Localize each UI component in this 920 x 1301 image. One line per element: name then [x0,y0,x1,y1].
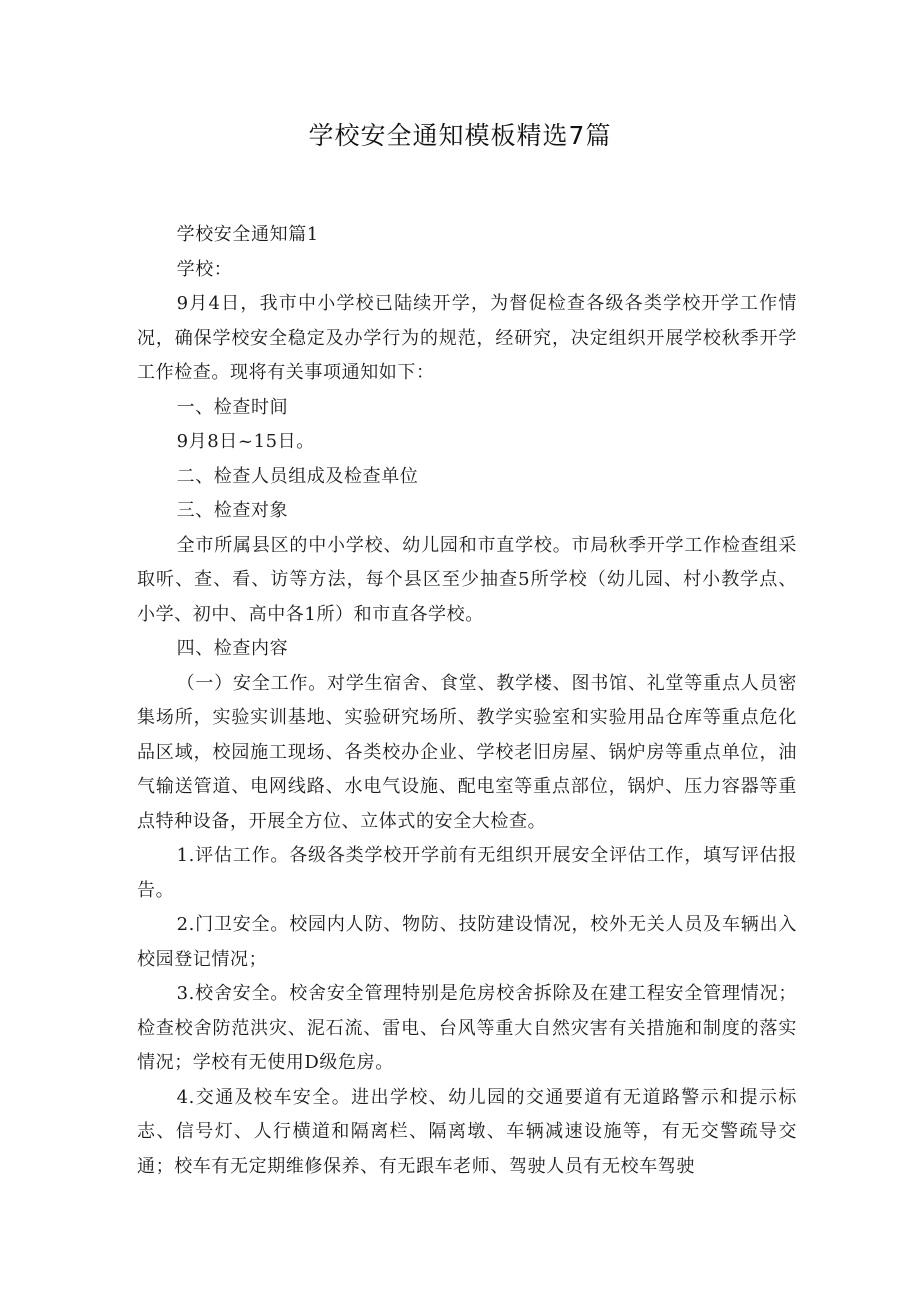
paragraph: 9月8日~15日。 [176,431,315,452]
document-title: 学校安全通知模板精选7篇 [308,121,612,150]
paragraph: 9月4日，我市中小学校已陆续开学，为督促检查各级各类学校开学工作情况，确保学校安全稳定及办学行为的规范，经研究，决定组织开展学校秋季开学工作检查。现将有关事项通知如下： [137,293,797,383]
list-item: 3.校舍安全。校舍安全管理特别是危房校舍拆除及在建工程安全管理情况；检查校舍防范洪灾、泥石流、雷电、台风等重大自然灾害有关措施和制度的落实情况；学校有无使用D级危房。 [137,983,797,1073]
heading-check-time: 一、检查时间 [176,396,289,418]
list-item: 1.评估工作。各级各类学校开学前有无组织开展安全评估工作，填写评估报告。 [137,845,797,901]
salutation: 学校： [176,258,233,280]
paragraph: 全市所属县区的中小学校、幼儿园和市直学校。市局秋季开学工作检查组采取听、查、看、访等方法，每个县区至少抽查5所学校（幼儿园、村小教学点、小学、初中、高中各1所）和市直各学校。 [137,534,797,625]
heading-check-target: 三、检查对象 [176,500,289,521]
document-body [137,218,797,1184]
list-item: 4.交通及校车安全。进出学校、幼儿园的交通要道有无道路警示和提示标志、信号灯、人行横道和隔离栏、隔离墩、车辆减速设施等，有无交警疏导交通；校车有无定期维修保养、有无跟车老师、驾驶人员有无校车驾驶 [137,1086,797,1177]
list-item: 2.门卫安全。校园内人防、物防、技防建设情况，校外无关人员及车辆出入校园登记情况； [137,914,797,970]
paragraph: （一）安全工作。对学生宿舍、食堂、教学楼、图书馆、礼堂等重点人员密集场所，实验实训基地、实验研究场所、教学实验室和实验用品仓库等重点危化品区域，校园施工现场、各类校办企业、学校老旧房屋、锅炉房等重点单位，油气输送管道、电网线路、水电气设施、配电室等重点部位，锅炉、压力容器等重点特种设备，开展全方位、立体式的安全大检查。 [137,672,797,832]
section-heading: 学校安全通知篇1 [176,224,319,245]
heading-check-content: 四、检查内容 [176,638,289,659]
heading-check-staff: 二、检查人员组成及检查单位 [176,465,419,487]
